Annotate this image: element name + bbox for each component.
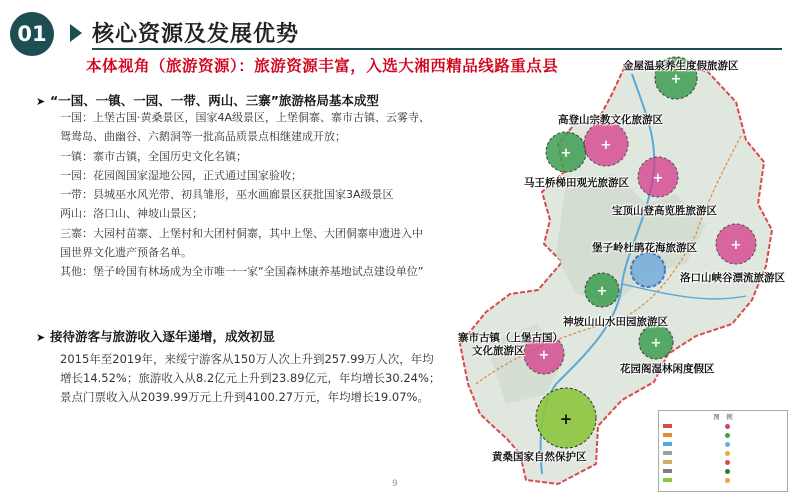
page-title: 核心资源及发展优势 xyxy=(92,22,300,47)
legend-row xyxy=(725,450,730,456)
section2-heading xyxy=(36,327,275,345)
blue-zone-baoziling xyxy=(631,253,665,287)
title-divider xyxy=(92,48,782,50)
map-label-gaodeng: 高登山宗教文化旅游区 xyxy=(558,114,663,126)
svg-text:+: + xyxy=(596,284,608,299)
chevron-right-icon: ➤ xyxy=(36,95,46,108)
pink-zone-swatch xyxy=(725,424,730,429)
legend-title: 图 例 xyxy=(713,413,733,421)
path-swatch xyxy=(663,460,672,464)
section1-heading xyxy=(36,91,379,109)
section-number-badge xyxy=(10,12,54,56)
section2-paragraph: 2015年至2019年，来绥宁游客从150万人次上升到257.99万人次，年均增长14.52%；旅游收入从8.2亿元上升到23.89亿元，年均增长30.24%；景点门票收入从2039.99万元上升到4100.27万元，年均增长19.07%。 xyxy=(60,352,441,404)
legend-row xyxy=(663,441,672,447)
svg-text:+: + xyxy=(652,171,664,186)
text-line: 国世界文化遗产预备名单。 xyxy=(60,246,192,260)
legend-row xyxy=(663,468,672,474)
road-swatch xyxy=(663,433,672,437)
green-zone-gaodeng xyxy=(546,132,586,172)
section1-lines xyxy=(60,108,442,282)
text-line: 其他：堡子岭国有林场成为全市唯一一家“全国森林康养基地试点建设单位” xyxy=(60,265,424,279)
legend-row xyxy=(725,423,730,429)
legend-row xyxy=(663,432,672,438)
slide-subtitle: 本体视角（旅游资源）：旅游资源丰富，入选大湘西精品线路重点县 xyxy=(86,57,559,75)
pink-zone-baoding xyxy=(638,157,678,197)
text-line: 一带：县城巫水风光带、初具雏形，巫水画廊景区获批国家3A级景区 xyxy=(60,188,394,202)
pink-zone-luokou xyxy=(716,224,756,264)
svg-text:+: + xyxy=(538,348,550,363)
text-line: 一镇：寨市古镇，全国历史文化名镇； xyxy=(60,149,247,163)
boundary-swatch xyxy=(663,424,672,428)
map-label-huayuange: 花园阁湿林闲度假区 xyxy=(620,363,715,375)
map-label-luokou: 洛口山峡谷漂流旅游区 xyxy=(680,272,785,284)
section2-heading-text: 接待游客与旅游收入逐年递增，成效初显 xyxy=(50,329,276,344)
map-label-zhaishi: 寨市古镇（上堡古国） xyxy=(458,332,563,344)
svg-text:+: + xyxy=(670,72,682,87)
svg-text:+: + xyxy=(559,410,573,428)
section-number: 01 xyxy=(17,22,47,46)
map-label-baoding: 宝顶山登高览胜旅游区 xyxy=(612,205,717,217)
legend-row xyxy=(663,477,672,483)
map-label-shenpo: 神坡山山水田园旅游区 xyxy=(563,316,668,328)
yellow-point-swatch xyxy=(725,451,730,456)
dark-green-point-swatch xyxy=(725,469,730,474)
legend-row xyxy=(725,441,730,447)
legend-row xyxy=(663,459,672,465)
map-label-jinwu: 金屋温泉养生度假旅游区 xyxy=(623,60,739,72)
green-zone-swatch xyxy=(725,433,730,438)
text-line: 一国：上堡古国·黄桑景区，国家4A级景区，上堡侗寨、寨市古镇、云雾寺、 xyxy=(60,111,431,124)
map-label-baoziling: 堡子岭杜鹃花海旅游区 xyxy=(592,242,697,254)
svg-text:+: + xyxy=(730,238,742,253)
svg-text:+: + xyxy=(650,336,662,351)
legend-row xyxy=(725,459,730,465)
chevron-right-icon: ➤ xyxy=(36,331,46,344)
map-label-zhaishi-2: 文化旅游区 xyxy=(472,345,525,357)
text-line: 两山：洛口山、神坡山景区； xyxy=(60,207,203,221)
green-zone-huayuange xyxy=(639,325,673,359)
legend-row xyxy=(725,477,730,483)
red-point-swatch xyxy=(725,460,730,465)
text-line: 三寨：大园村苗寨、上堡村和大团村侗寨，其中上堡、大团侗寨申遗进入中 xyxy=(60,226,423,240)
play-triangle-icon xyxy=(70,24,82,42)
blue-zone-swatch xyxy=(725,442,730,447)
svg-text:+: + xyxy=(560,146,572,161)
legend-row xyxy=(725,468,730,474)
legend-row xyxy=(663,423,672,429)
green-zone-shenpo xyxy=(585,273,619,307)
map-label-huangsang: 黄桑国家自然保护区 xyxy=(492,451,587,463)
orange-point-swatch xyxy=(725,478,730,483)
line-swatch xyxy=(663,469,672,473)
map-legend xyxy=(658,410,788,492)
page-number: 9 xyxy=(392,479,398,489)
pink-zone-gaodeng xyxy=(584,122,628,166)
text-line: 一园：花园阁国家湿地公园，正式通过国家验收； xyxy=(60,168,302,182)
legend-row xyxy=(663,450,672,456)
text-line: 鸳鸯岛、曲幽谷、六鹅洞等一批高品质景点相继建成开放； xyxy=(60,130,346,144)
section1-heading-text: “一国、一镇、一园、一带、两山、三寨”旅游格局基本成型 xyxy=(50,93,379,108)
svg-text:+: + xyxy=(600,138,612,153)
rail-swatch xyxy=(663,451,672,455)
map-label-maqiao: 马王桥梯田观光旅游区 xyxy=(524,177,629,189)
area-swatch xyxy=(663,478,672,482)
river-swatch xyxy=(663,442,672,446)
green-zone-huangsang xyxy=(536,388,596,448)
legend-row xyxy=(725,432,730,438)
